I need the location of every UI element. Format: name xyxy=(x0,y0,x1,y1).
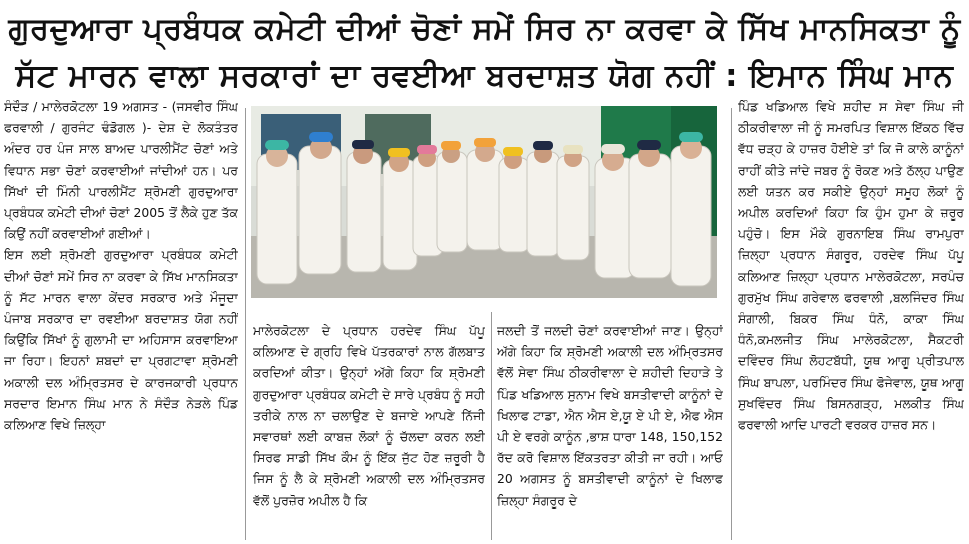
article-column-3 xyxy=(497,320,723,542)
article-column-1 xyxy=(4,96,238,542)
paragraph: ਮਾਲੇਰਕੋਟਲਾ ਦੇ ਪ੍ਰਧਾਨ ਹਰਦੇਵ ਸਿੰਘ ਪੱਪੂ ਕਲਿਆਣ ਦੇ ਗ੍ਰਹਿ ਵਿਖੇ ਪੱਤਰਕਾਰਾਂ ਨਾਲ ਗੱਲਬਾਤ ਕਰਦਿਆਂ ਕੀਤਾ। ਉਨ੍ਹਾਂ ਅੱਗੇ ਕਿਹਾ ਕਿ ਸ਼੍ਰੋਮਣੀ ਗੁਰਦੁਆਰਾ ਪ੍ਰਬੰਧਕ ਕਮੇਟੀ ਦੇ ਸਾਰੇ ਪ੍ਰਬੰਧ ਨੂੰ ਸਹੀ ਤਰੀਕੇ ਨਾਲ ਨਾ ਚਲਾਉਣ ਦੇ ਬਜਾਏ ਆਪਣੇ ਨਿੱਜੀ ਸਵਾਰਥਾਂ ਲਈ ਕਾਬਜ਼ ਲੋਕਾਂ ਨੂੰ ਚੱਲਦਾ ਕਰਨ ਲਈ ਸਿਰਫ ਸਾਡੀ ਸਿੱਖ ਕੌਮ ਨੂੰ ਇੱਕ ਜੁੱਟ ਹੋਣ ਜ਼ਰੂਰੀ ਹੈ ਜਿਸ ਨੂੰ ਲੈ ਕੇ ਸ਼੍ਰੋਮਣੀ ਅਕਾਲੀ ਦਲ ਅੰਮ੍ਰਿਤਸਰ ਵੱਲੋਂ ਪੁਰਜ਼ੋਰ ਅਪੀਲ ਹੈ ਕਿ xyxy=(253,323,485,508)
paragraph: ਜਲਦੀ ਤੋਂ ਜਲਦੀ ਚੋਣਾਂ ਕਰਵਾਈਆਂ ਜਾਣ। ਉਨ੍ਹਾਂ ਅੱਗੇ ਕਿਹਾ ਕਿ ਸ਼੍ਰੋਮਣੀ ਅਕਾਲੀ ਦਲ ਅੰਮ੍ਰਿਤਸਰ ਵੱਲੋਂ ਸੇਵਾ ਸਿੰਘ ਠੀਕਰੀਵਾਲਾ ਦੇ ਸ਼ਹੀਦੀ ਦਿਹਾੜੇ ਤੇ ਪਿੰਡ ਖਡਿਆਲ ਸੁਨਾਮ ਵਿਖੇ ਬਸਤੀਵਾਦੀ ਕਾਨੂੰਨਾਂ ਦੇ ਖਿਲਾਫ ਟਾਡਾ, ਐਨ ਐਸ ਏ,ਯੂ ਏ ਪੀ ਏ, ਐਫ ਐਸ ਪੀ ਏ ਵਰਗੇ ਕਾਨੂੰਨ ,ਭਾਸ਼ ਧਾਰਾ 148, 150,152 ਰੱਦ ਕਰੋ ਵਿਸ਼ਾਲ ਇੱਕਤਰਤਾ ਕੀਤੀ ਜਾ ਰਹੀ। ਆਓ 20 ਅਗਸਤ ਨੂੰ ਬਸਤੀਵਾਦੀ ਕਾਨੂੰਨਾਂ ਦੇ ਖਿਲਾਫ ਜ਼ਿਲ੍ਹਾ ਸੰਗਰੂਰ ਦੇ xyxy=(497,323,723,508)
column-divider xyxy=(491,312,492,540)
paragraph: ਸੰਦੌੜ / ਮਾਲੇਰਕੋਟਲਾ 19 ਅਗਸਤ - (ਜਸਵੀਰ ਸਿੰਘ ਫਰਵਾਲੀ / ਗੁਰਜੰਟ ਢੰਡੋਗਲ )- ਦੇਸ਼ ਦੇ ਲੋਕਤੰਤਰ ਅੰਦਰ ਹਰ ਪੰਜ ਸਾਲ ਬਾਅਦ ਪਾਰਲੀਮੈਂਟ ਚੋਣਾਂ ਅਤੇ ਵਿਧਾਨ ਸਭਾ ਚੋਣਾਂ ਕਰਵਾਈਆਂ ਜਾਂਦੀਆਂ ਹਨ। ਪਰ ਸਿੱਖਾਂ ਦੀ ਮਿੰਨੀ ਪਾਰਲੀਮੈਂਟ ਸ਼੍ਰੋਮਣੀ ਗੁਰਦੁਆਰਾ ਪ੍ਰਬੰਧਕ ਕਮੇਟੀ ਦੀਆਂ ਚੋਣਾਂ 2005 ਤੋਂ ਲੈਕੇ ਹੁਣ ਤੱਕ ਕਿਉਂ ਨਹੀਂ ਕਰਵਾਈਆਂ ਗਈਆਂ। xyxy=(4,99,238,242)
headline-line-2: ਸੱਟ ਮਾਰਨ ਵਾਲਾ ਸਰਕਾਰਾਂ ਦਾ ਰਵਈਆ ਬਰਦਾਸ਼ਤ ਯੋਗ ਨਹੀਂ : ਇਮਾਨ ਸਿੰਘ ਮਾਨ xyxy=(15,58,954,94)
article-column-2 xyxy=(253,320,485,542)
news-photo xyxy=(251,106,717,298)
article-column-4 xyxy=(738,96,964,542)
paragraph: ਪਿੰਡ ਖਡਿਆਲ ਵਿਖੇ ਸ਼ਹੀਦ ਸ ਸੇਵਾ ਸਿੰਘ ਜੀ ਠੀਕਰੀਵਾਲਾ ਜੀ ਨੂੰ ਸਮਰਪਿਤ ਵਿਸ਼ਾਲ ਇੱਕਠ ਵਿੱਚ ਵੱਧ ਚੜ੍ਹ ਕੇ ਹਾਜ਼ਰ ਹੋਈਏ ਤਾਂ ਕਿ ਜੋ ਕਾਲੇ ਕਾਨੂੰਨਾਂ ਰਾਹੀਂ ਕੀਤੇ ਜਾਂਦੇ ਜਬਰ ਨੂੰ ਰੋਕਣ ਅਤੇ ਠੱਲ੍ਹ ਪਾਉਣ ਲਈ ਯਤਨ ਕਰ ਸਕੀਏ ਉਨ੍ਹਾਂ ਸਮੂਹ ਲੋਕਾਂ ਨੂੰ ਅਪੀਲ ਕਰਦਿਆਂ ਕਿਹਾ ਕਿ ਹੁੰਮ ਹੁਮਾ ਕੇ ਜ਼ਰੂਰ ਪਹੁੰਚੋ। ਇਸ ਮੌਕੇ ਗੁਰਨਾਇਬ ਸਿੰਘ ਰਾਮਪੁਰਾ ਜ਼ਿਲ੍ਹਾ ਪ੍ਰਧਾਨ ਸੰਗਰੂਰ, ਹਰਦੇਵ ਸਿੰਘ ਪੱਪੂ ਕਲਿਆਣ ਜ਼ਿਲ੍ਹਾ ਪ੍ਰਧਾਨ ਮਾਲੇਰਕੋਟਲਾ, ਸਰਪੰਚ ਗੁਰਮੁੱਖ ਸਿੰਘ ਗਰੇਵਾਲ ਫਰਵਾਲੀ ,ਬਲਜਿੰਦਰ ਸਿੰਘ ਸੰਗਾਲੀ, ਬਿਕਰ ਸਿੰਘ ਧੰਨੋ, ਕਾਕਾ ਸਿੰਘ ਧੰਨੋ,ਕਮਲਜੀਤ ਸਿੰਘ ਮਾਲੇਰਕੋਟਲਾ, ਸੈਕਟਰੀ ਦਵਿੰਦਰ ਸਿੰਘ ਲੋਹਟਬੱਧੀ, ਯੂਥ ਆਗੂ ਪ੍ਰੀਤਪਾਲ ਸਿੰਘ ਬਾਪਲਾ, ਪਰਮਿੰਦਰ ਸਿੰਘ ਫੋਜੇਵਾਲ, ਯੂਥ ਆਗੂ ਸੁਖਵਿੰਦਰ ਸਿੰਘ ਬਿਸਨਗੜ੍ਹ, ਮਲਕੀਤ ਸਿੰਘ ਫਰਵਾਲੀ ਆਦਿ ਪਾਰਟੀ ਵਰਕਰ ਹਾਜ਼ਰ ਸਨ। xyxy=(738,99,964,433)
headline-line-1: ਗੁਰਦੁਆਰਾ ਪ੍ਰਬੰਧਕ ਕਮੇਟੀ ਦੀਆਂ ਚੋਣਾਂ ਸਮੇਂ ਸਿਰ ਨਾ ਕਰਵਾ ਕੇ ਸਿੱਖ ਮਾਨਸਿਕਤਾ ਨੂੰ xyxy=(8,12,961,47)
column-divider xyxy=(731,108,732,540)
paragraph: ਇਸ ਲਈ ਸ਼੍ਰੋਮਣੀ ਗੁਰਦੁਆਰਾ ਪ੍ਰਬੰਧਕ ਕਮੇਟੀ ਦੀਆਂ ਚੋਣਾਂ ਸਮੇਂ ਸਿਰ ਨਾ ਕਰਵਾ ਕੇ ਸਿੱਖ ਮਾਨਸਿਕਤਾ ਨੂੰ ਸੱਟ ਮਾਰਨ ਵਾਲਾ ਕੇਂਦਰ ਸਰਕਾਰ ਅਤੇ ਮੌਜੂਦਾ ਪੰਜਾਬ ਸਰਕਾਰ ਦਾ ਰਵਈਆ ਬਰਦਾਸ਼ਤ ਯੋਗ ਨਹੀਂ ਕਿਉਂਕਿ ਸਿੱਖਾਂ ਨੂੰ ਗੁਲਾਮੀ ਦਾ ਅਹਿਸਾਸ ਕਰਵਾਇਆ ਜਾ ਰਿਹਾ। ਇਹਨਾਂ ਸ਼ਬਦਾਂ ਦਾ ਪ੍ਰਗਟਾਵਾ ਸ਼੍ਰੋਮਣੀ ਅਕਾਲੀ ਦਲ ਅੰਮ੍ਰਿਤਸਰ ਦੇ ਕਾਰਜਕਾਰੀ ਪ੍ਰਧਾਨ ਸਰਦਾਰ ਇਮਾਨ ਸਿੰਘ ਮਾਨ ਨੇ ਸੰਦੌੜ ਨੇੜਲੇ ਪਿੰਡ ਕਲਿਆਣ ਵਿਖੇ ਜ਼ਿਲ੍ਹਾ xyxy=(4,247,238,433)
column-divider xyxy=(245,108,246,540)
